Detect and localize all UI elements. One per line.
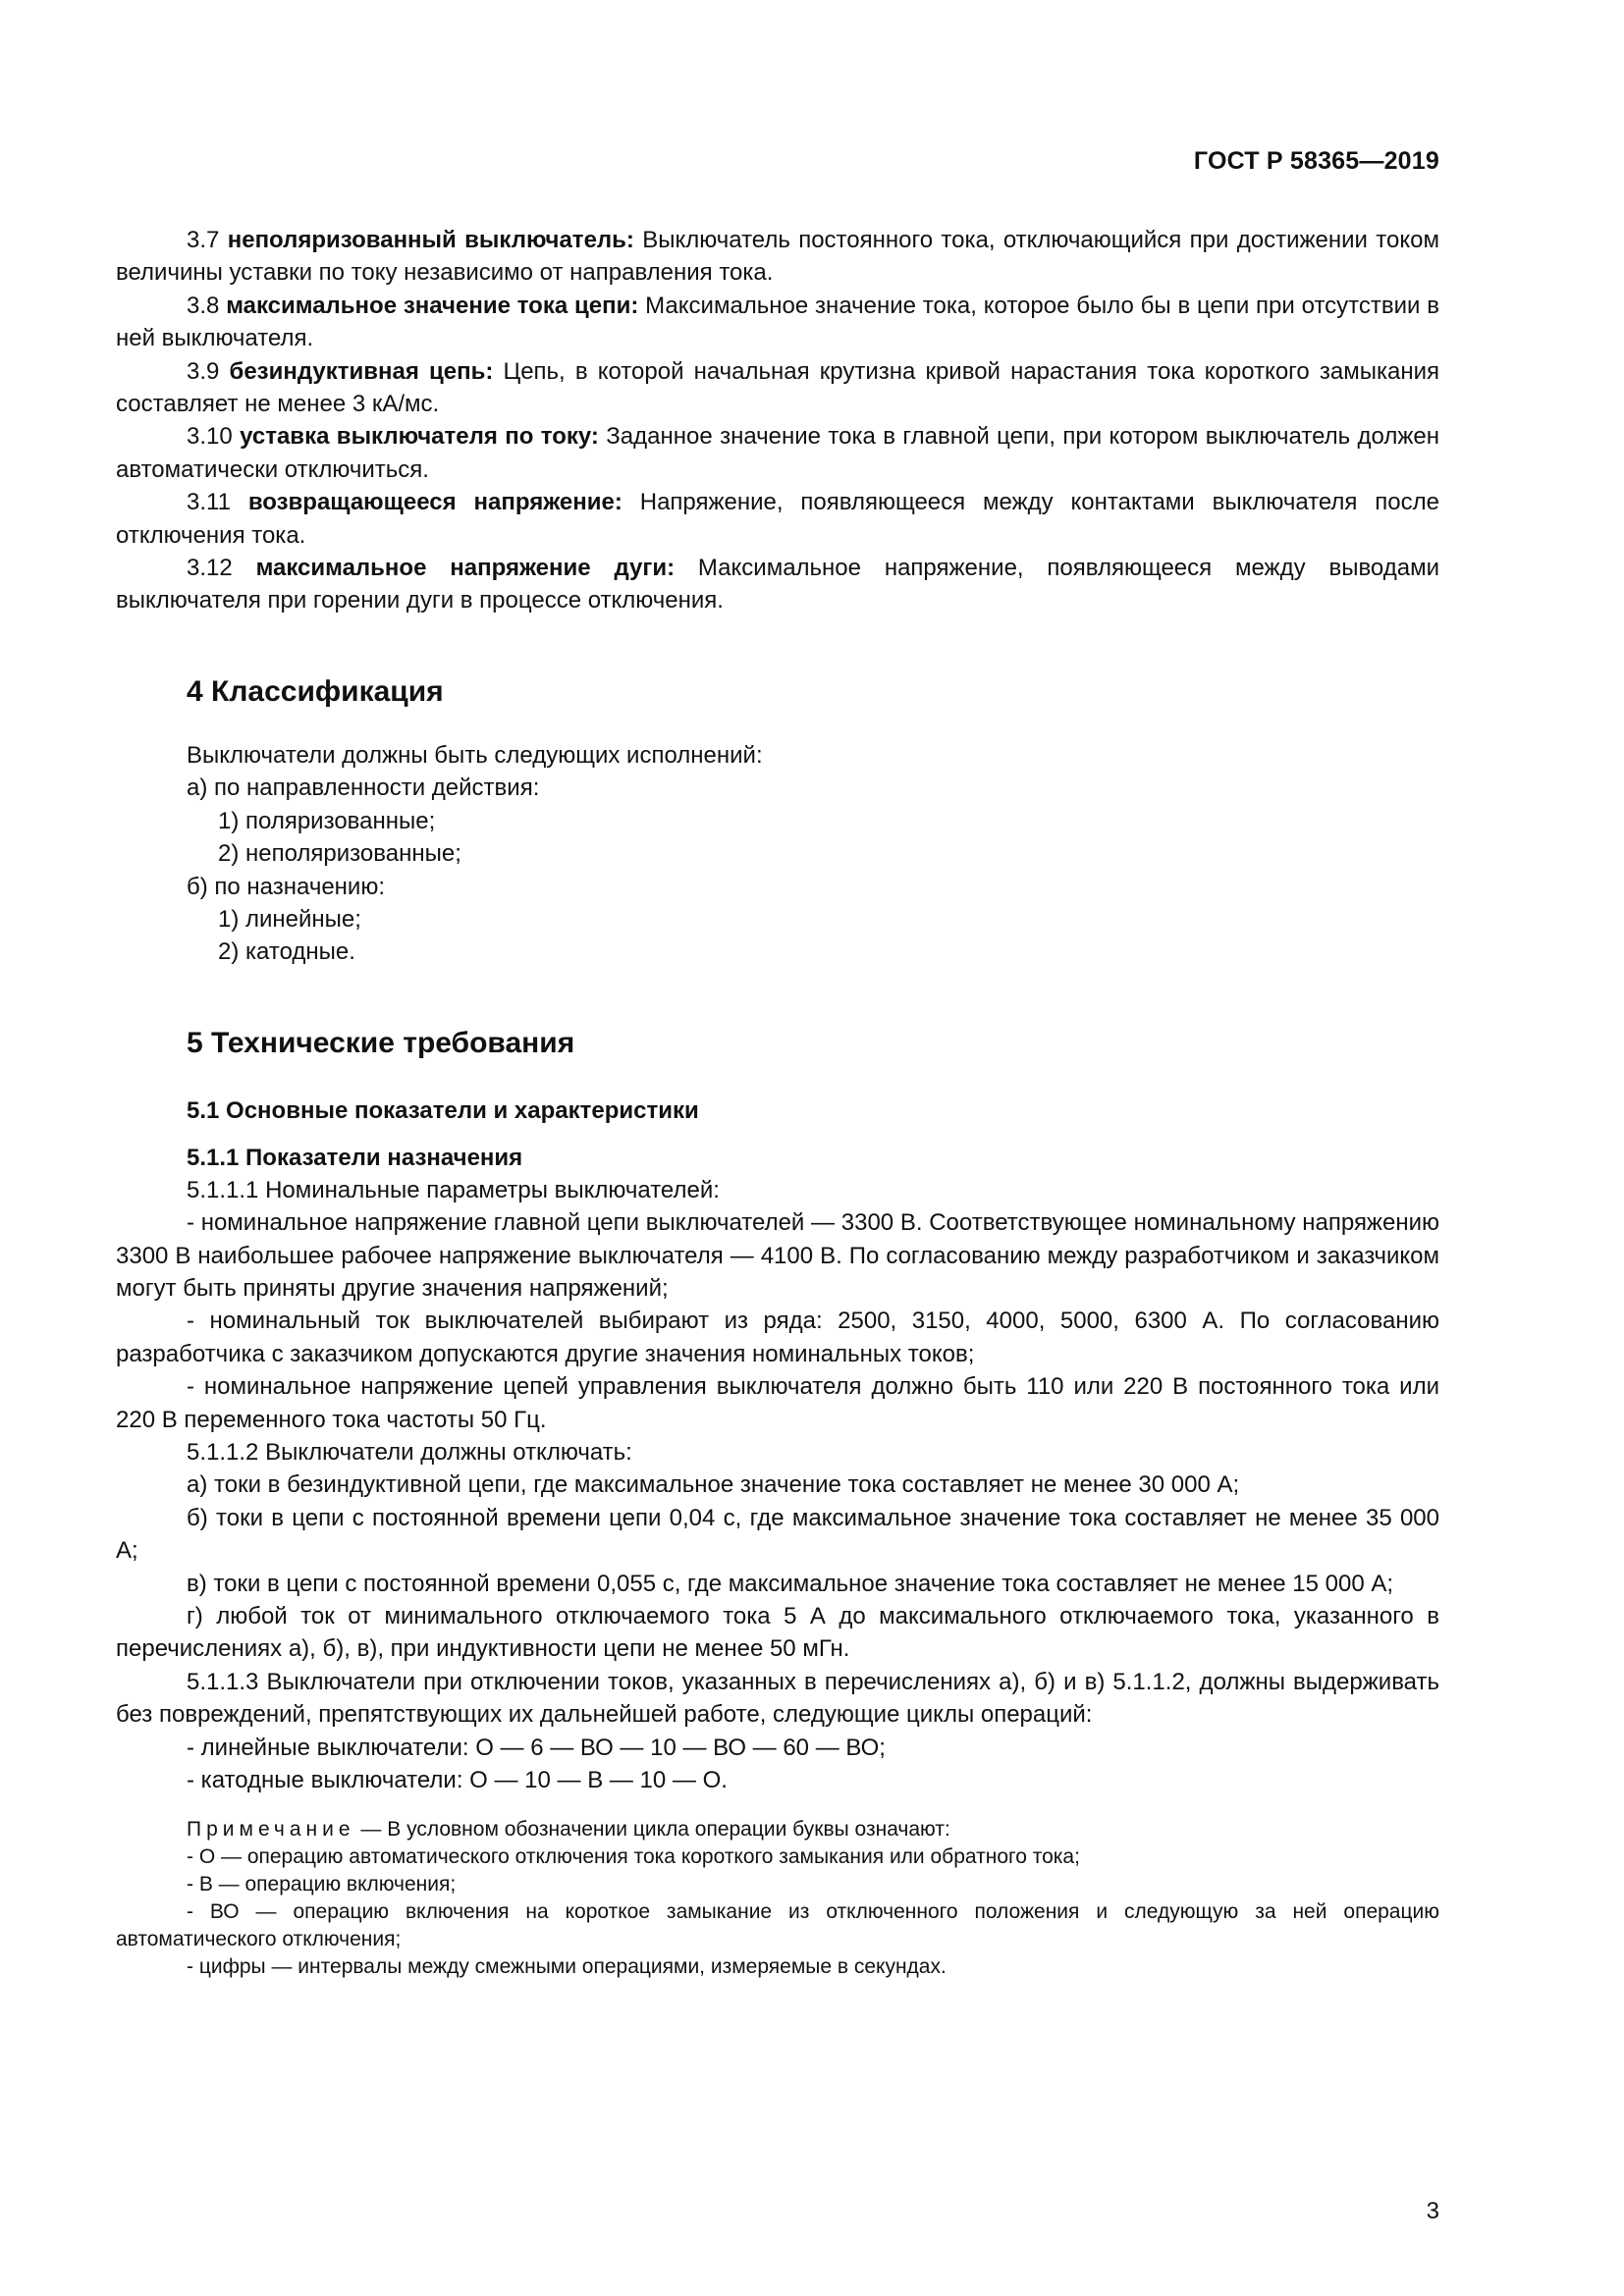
note-line-o: - О — операцию автоматического отключения тока короткого замыкания или обратного тока; — [187, 1845, 1080, 1869]
subsection-5-1-heading: 5.1 Основные показатели и характеристики — [187, 1096, 699, 1124]
cycle-cathode-breakers: - катодные выключатели: О — 10 — В — 10 — О. — [187, 1767, 728, 1794]
term-title: неполяризованный выключатель: — [227, 227, 634, 253]
note-block — [116, 1816, 1439, 1981]
term-3-9: 3.9 безиндуктивная цепь: Цепь, в которой начальная крутизна кривой нарастания тока короткого замыкания составляет не менее 3 кА/мс. — [116, 357, 1440, 418]
term-title: максимальное напряжение дуги: — [255, 555, 676, 582]
classification-item-b: б) по назначению: — [187, 873, 386, 900]
section-4-heading: 4 Классификация — [187, 674, 444, 708]
cycle-line-breakers: - линейные выключатели: О — 6 — ВО — 10 — ВО — 60 — ВО; — [187, 1734, 886, 1761]
note-line-digits: - цифры — интервалы между смежными операциями, измеряемые в секундах. — [187, 1955, 947, 1979]
classification-intro: Выключатели должны быть следующих исполнений: — [187, 741, 763, 769]
rated-voltage-item: - номинальное напряжение главной цепи выключателей — 3300 В. Соответствующее номинальному напряжению 3300 В наибольшее рабочее напряжение выключателя — 4100 В. По согласованию между разработчиком и заказчиком могут быть приняты другие значения напряжений; — [116, 1209, 1439, 1302]
breaking-item-v: в) токи в цепи с постоянной времени 0,055 с, где максимальное значение тока составляет не менее 15 000 А; — [187, 1570, 1394, 1597]
page-number: 3 — [1426, 2198, 1439, 2224]
note-line-v: - В — операцию включения; — [187, 1873, 457, 1896]
classification-item-a: а) по направленности действия: — [187, 774, 540, 802]
subsection-5-1-1-heading: 5.1.1 Показатели назначения — [187, 1144, 523, 1171]
section-5-heading: 5 Технические требования — [187, 1026, 575, 1059]
classification-item-a2: 2) неполяризованные; — [218, 840, 461, 868]
note-title — [116, 1816, 1439, 1843]
breaking-item-g: г) любой ток от минимального отключаемого тока 5 А до максимального отключаемого тока, указанного в перечислениях а), б), в), при индуктивности цепи не менее 50 мГн. — [116, 1603, 1439, 1663]
term-title: безиндуктивная цепь: — [229, 357, 494, 385]
page-content — [116, 224, 1439, 1981]
clause-5-1-1-3: 5.1.1.3 Выключатели при отключении токов, указанных в перечислениях а), б) и в) 5.1.1.2, должны выдерживать без повреждений, препятствующих их дальнейшей работе, следующие циклы операций: — [116, 1668, 1439, 1729]
note-label: Примечание — [187, 1818, 355, 1842]
classification-item-a1: 1) поляризованные; — [218, 807, 436, 834]
term-3-7: 3.7 неполяризованный выключатель: Выключатель постоянного тока, отключающийся при достижении током величины уставки по току независимо от направления тока. — [116, 227, 1439, 287]
breaking-item-b: б) токи в цепи с постоянной времени цепи 0,04 с, где максимальное значение тока составляет не менее 35 000 А; — [116, 1504, 1439, 1565]
term-title: возвращающееся напряжение: — [247, 489, 623, 516]
control-voltage-item: - номинальное напряжение цепей управления выключателя должно быть 110 или 220 В постоянного тока или 220 В переменного тока частоты 50 Гц. — [116, 1373, 1439, 1433]
document-header: ГОСТ Р 58365—2019 — [1193, 147, 1439, 175]
term-3-11: 3.11 возвращающееся напряжение: Напряжение, появляющееся между контактами выключателя после отключения тока. — [116, 489, 1439, 549]
term-3-12: 3.12 максимальное напряжение дуги: Максимальное напряжение, появляющееся между выводами выключателя при горении дуги в процессе отключения. — [116, 555, 1439, 614]
breaking-item-a: а) токи в безиндуктивной цепи, где максимальное значение тока составляет не менее 30 000 А; — [187, 1471, 1240, 1499]
term-title: максимальное значение тока цепи: — [226, 292, 639, 319]
term-title: уставка выключателя по току: — [240, 423, 599, 451]
term-3-10: 3.10 уставка выключателя по току: Заданное значение тока в главной цепи, при котором выключатель должен автоматически отключиться. — [116, 423, 1440, 483]
term-3-8: 3.8 максимальное значение тока цепи: Максимальное значение тока, которое было бы в цепи при отсутствии в ней выключателя. — [116, 292, 1439, 352]
clause-5-1-1-2: 5.1.1.2 Выключатели должны отключать: — [187, 1438, 632, 1466]
classification-item-b1: 1) линейные; — [218, 905, 361, 933]
classification-item-b2: 2) катодные. — [218, 938, 355, 966]
rated-current-item: - номинальный ток выключателей выбирают из ряда: 2500, 3150, 4000, 5000, 6300 А. По согласованию разработчика с заказчиком допускаются другие значения номинальных токов; — [116, 1308, 1439, 1367]
clause-5-1-1-1: 5.1.1.1 Номинальные параметры выключателей: — [187, 1176, 720, 1203]
note-intro: — В условном обозначении цикла операции буквы означают: — [360, 1818, 950, 1842]
note-line-vo: - ВО — операцию включения на короткое замыкание из отключенного положения и следующую за ней операцию автоматического отключения; — [116, 1900, 1439, 1951]
